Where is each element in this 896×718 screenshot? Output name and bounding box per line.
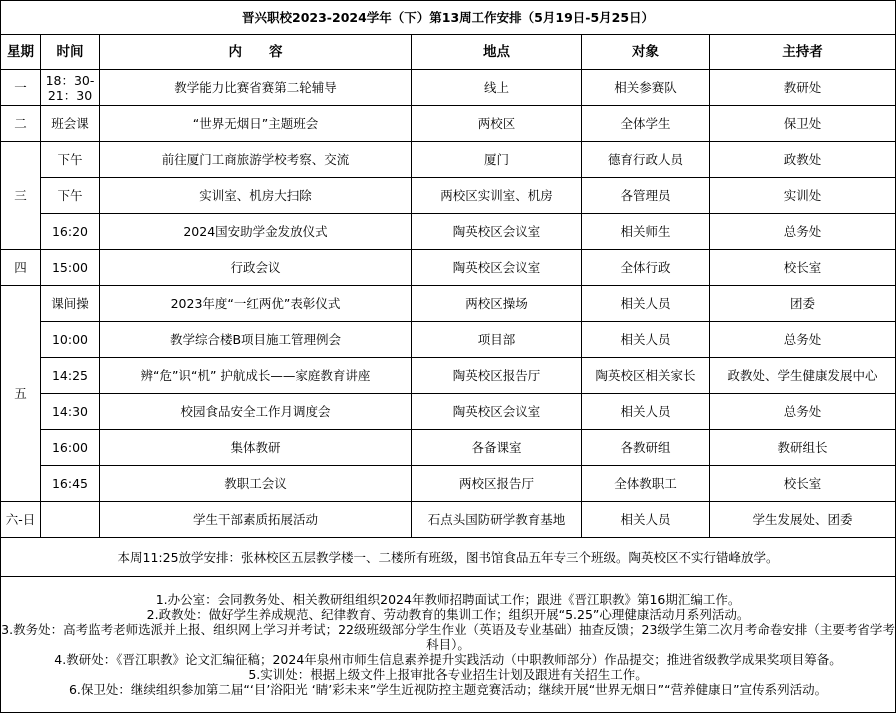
table-row (1, 430, 896, 466)
day-cell: 一 (1, 70, 41, 106)
target-cell: 相关人员 (582, 394, 710, 430)
target-cell: 相关师生 (582, 214, 710, 250)
header-content: 内 容 (100, 35, 412, 70)
target-cell: 相关人员 (582, 502, 710, 538)
host-cell: 团委 (710, 286, 896, 322)
place-cell: 陶英校区会议室 (412, 250, 582, 286)
content-cell: 行政会议 (100, 250, 412, 286)
host-cell: 政教处、学生健康发展中心 (710, 358, 896, 394)
host-cell: 教研处 (710, 70, 896, 106)
day-cell: 二 (1, 106, 41, 142)
time-cell: 14:30 (41, 394, 100, 430)
content-cell: 2023年度“一红两优”表彰仪式 (100, 286, 412, 322)
place-cell: 线上 (412, 70, 582, 106)
target-cell: 各管理员 (582, 178, 710, 214)
host-cell: 教研组长 (710, 430, 896, 466)
place-cell: 两校区操场 (412, 286, 582, 322)
page-title: 晋兴职校2023-2024学年（下）第13周工作安排（5月19日-5月25日） (1, 1, 896, 35)
plan-item: 2.政教处：做好学生养成规范、纪律教育、劳动教育的集训工作；组织开展“5.25”心理健康活动月系列活动。 (146, 607, 750, 622)
time-cell: 16:45 (41, 466, 100, 502)
place-cell: 陶英校区报告厅 (412, 358, 582, 394)
header-host: 主持者 (710, 35, 896, 70)
table-row (1, 178, 896, 214)
host-cell: 校长室 (710, 250, 896, 286)
place-cell: 厦门 (412, 142, 582, 178)
host-cell: 学生发展处、团委 (710, 502, 896, 538)
content-cell: 实训室、机房大扫除 (100, 178, 412, 214)
place-cell: 陶英校区会议室 (412, 214, 582, 250)
host-cell: 总务处 (710, 214, 896, 250)
content-cell: 教学能力比赛省赛第二轮辅导 (100, 70, 412, 106)
header-day: 星期 (1, 35, 41, 70)
plan-item: 5.实训处：根据上级文件上报审批各专业招生计划及跟进有关招生工作。 (248, 667, 648, 682)
place-cell: 各备课室 (412, 430, 582, 466)
time-cell (41, 502, 100, 538)
time-cell: 16:20 (41, 214, 100, 250)
plan-item: 4.教研处：《晋江职教》论文汇编征稿；2024年泉州市师生信息素养提升实践活动（中职教师部分）作品提交；推进省级教学成果奖项目筹备。 (54, 652, 842, 667)
host-cell: 实训处 (710, 178, 896, 214)
place-cell: 石点头国防研学教育基地 (412, 502, 582, 538)
day-cell: 四 (1, 250, 41, 286)
time-cell: 15:00 (41, 250, 100, 286)
time-cell: 10:00 (41, 322, 100, 358)
place-cell: 项目部 (412, 322, 582, 358)
table-row (1, 214, 896, 250)
content-cell: 教职工会议 (100, 466, 412, 502)
content-cell: 辨“危”识“机” 护航成长——家庭教育讲座 (100, 358, 412, 394)
day-cell: 六-日 (1, 502, 41, 538)
time-cell: 课间操 (41, 286, 100, 322)
table-row (1, 358, 896, 394)
place-cell: 陶英校区会议室 (412, 394, 582, 430)
target-cell: 全体学生 (582, 106, 710, 142)
header-place: 地点 (412, 35, 582, 70)
table-row (1, 322, 896, 358)
content-cell: 集体教研 (100, 430, 412, 466)
target-cell: 全体教职工 (582, 466, 710, 502)
table-row (1, 394, 896, 430)
host-cell: 校长室 (710, 466, 896, 502)
plan-item: 1.办公室：会同教务处、相关教研组组织2024年教师招聘面试工作；跟进《晋江职教》第16期汇编工作。 (155, 592, 741, 607)
time-cell: 14:25 (41, 358, 100, 394)
time-cell: 下午 (41, 178, 100, 214)
content-cell: “世界无烟日”主题班会 (100, 106, 412, 142)
table-row (1, 106, 896, 142)
time-cell: 16:00 (41, 430, 100, 466)
target-cell: 相关参赛队 (582, 70, 710, 106)
place-cell: 两校区 (412, 106, 582, 142)
time-cell: 班会课 (41, 106, 100, 142)
content-cell: 教学综合楼B项目施工管理例会 (100, 322, 412, 358)
table-row (1, 466, 896, 502)
content-cell: 校园食品安全工作月调度会 (100, 394, 412, 430)
content-cell: 2024国安助学金发放仪式 (100, 214, 412, 250)
day-cell: 五 (1, 286, 41, 502)
target-cell: 陶英校区相关家长 (582, 358, 710, 394)
table-row (1, 286, 896, 322)
header-row (1, 35, 896, 70)
place-cell: 两校区实训室、机房 (412, 178, 582, 214)
header-target: 对象 (582, 35, 710, 70)
target-cell: 相关人员 (582, 286, 710, 322)
time-cell: 下午 (41, 142, 100, 178)
content-cell: 学生干部素质拓展活动 (100, 502, 412, 538)
host-cell: 总务处 (710, 322, 896, 358)
place-cell: 两校区报告厅 (412, 466, 582, 502)
target-cell: 各教研组 (582, 430, 710, 466)
table-row (1, 502, 896, 538)
dismissal-note: 本周11:25放学安排：张林校区五层教学楼一、二楼所有班级，图书馆食品五年专三个班级。陶英校区不实行错峰放学。 (1, 538, 896, 577)
table-row (1, 70, 896, 106)
time-cell: 18：30-21：30 (41, 70, 100, 106)
target-cell: 德育行政人员 (582, 142, 710, 178)
header-time: 时间 (41, 35, 100, 70)
host-cell: 总务处 (710, 394, 896, 430)
plan-item: 3.教务处：高考监考老师选派并上报、组织网上学习并考试；22级班级部分学生作业（英语及专业基础）抽查反馈；23级学生第二次月考命卷安排（主要考省学考科目）。 (1, 622, 895, 652)
target-cell: 相关人员 (582, 322, 710, 358)
content-cell: 前往厦门工商旅游学校考察、交流 (100, 142, 412, 178)
target-cell: 全体行政 (582, 250, 710, 286)
host-cell: 政教处 (710, 142, 896, 178)
day-cell: 三 (1, 142, 41, 250)
plan-item: 6.保卫处：继续组织参加第二届“‘目’浴阳光 ‘睛’彩未来”学生近视防控主题竞赛活动；继续开展“世界无烟日”“营养健康日”宣传系列活动。 (68, 682, 828, 697)
department-plans (1, 577, 896, 713)
table-row (1, 142, 896, 178)
host-cell: 保卫处 (710, 106, 896, 142)
table-row (1, 250, 896, 286)
